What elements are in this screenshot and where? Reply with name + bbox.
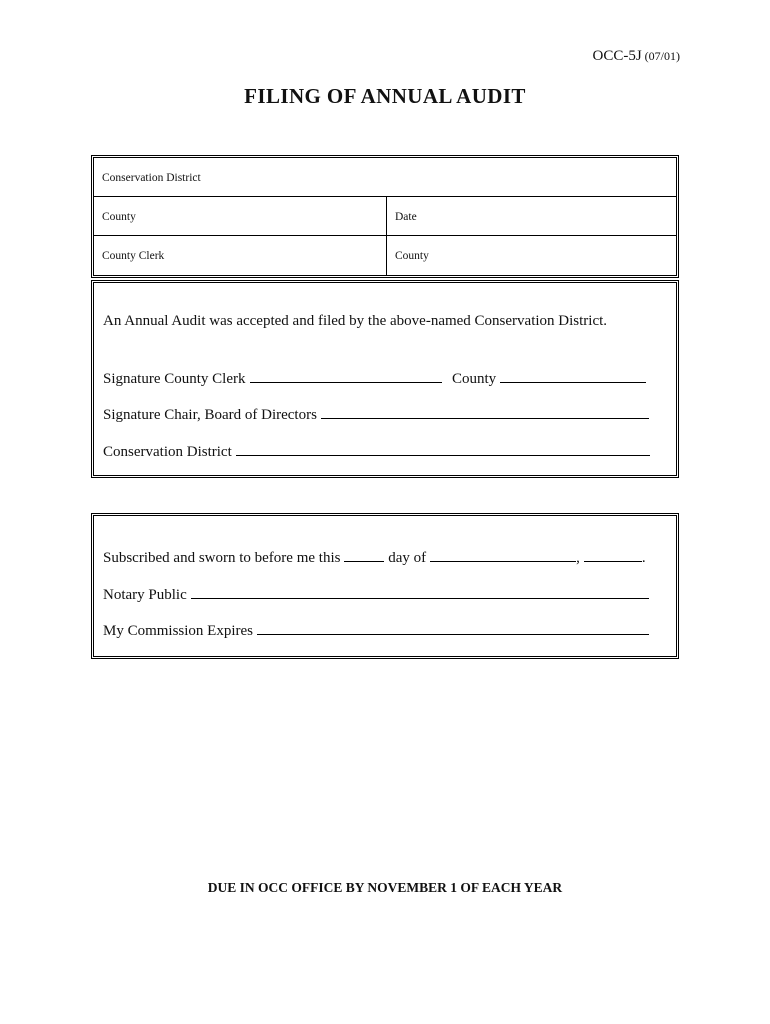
- month-input[interactable]: [430, 547, 576, 562]
- info-row-clerk: [94, 236, 676, 275]
- day-of-label: day of: [388, 550, 427, 566]
- clerk-county-field[interactable]: County: [395, 250, 429, 262]
- county-input[interactable]: [500, 368, 646, 383]
- form-version: (07/01): [644, 49, 680, 63]
- subscribed-line: [103, 547, 646, 567]
- notary-public-input[interactable]: [191, 584, 649, 599]
- conservation-district-input[interactable]: [236, 441, 650, 456]
- notary-box: [91, 513, 679, 659]
- commission-expires-input[interactable]: [257, 620, 649, 635]
- county-signature-line: [452, 368, 646, 388]
- commission-expires-label: My Commission Expires: [103, 623, 254, 639]
- signature-county-clerk-line: [103, 368, 442, 388]
- info-row-county-date: [94, 197, 676, 236]
- conservation-district-label: Conservation District: [103, 444, 232, 460]
- signature-county-clerk-label: Signature County Clerk: [103, 371, 246, 387]
- year-input[interactable]: [584, 547, 642, 562]
- statement-box: [91, 280, 679, 478]
- signature-county-clerk-input[interactable]: [250, 368, 442, 383]
- signature-chair-label: Signature Chair, Board of Directors: [103, 407, 317, 423]
- info-table: [91, 155, 679, 278]
- subscribed-label: Subscribed and sworn to before me this: [103, 550, 341, 566]
- form-code: [592, 48, 680, 65]
- county-label: County: [452, 371, 497, 387]
- notary-public-line: [103, 584, 649, 604]
- conservation-district-field[interactable]: Conservation District: [102, 172, 201, 184]
- due-notice: DUE IN OCC OFFICE BY NOVEMBER 1 OF EACH YEAR: [207, 880, 563, 895]
- info-row-district: [94, 158, 676, 197]
- period-mark: .: [641, 550, 646, 566]
- day-input[interactable]: [344, 547, 384, 562]
- page-title: FILING OF ANNUAL AUDIT: [244, 84, 526, 108]
- signature-chair-input[interactable]: [321, 404, 649, 419]
- form-code-number: OCC-5J: [592, 48, 642, 64]
- statement-text: An Annual Audit was accepted and filed by the above-named Conservation District.: [103, 313, 608, 329]
- date-field[interactable]: Date: [395, 211, 417, 223]
- comma-separator: ,: [576, 550, 580, 566]
- notary-public-label: Notary Public: [103, 587, 187, 603]
- signature-chair-line: [103, 404, 649, 424]
- conservation-district-line: [103, 441, 650, 461]
- county-field[interactable]: County: [94, 197, 387, 235]
- commission-expires-line: [103, 620, 649, 640]
- county-clerk-field[interactable]: County Clerk: [94, 236, 387, 275]
